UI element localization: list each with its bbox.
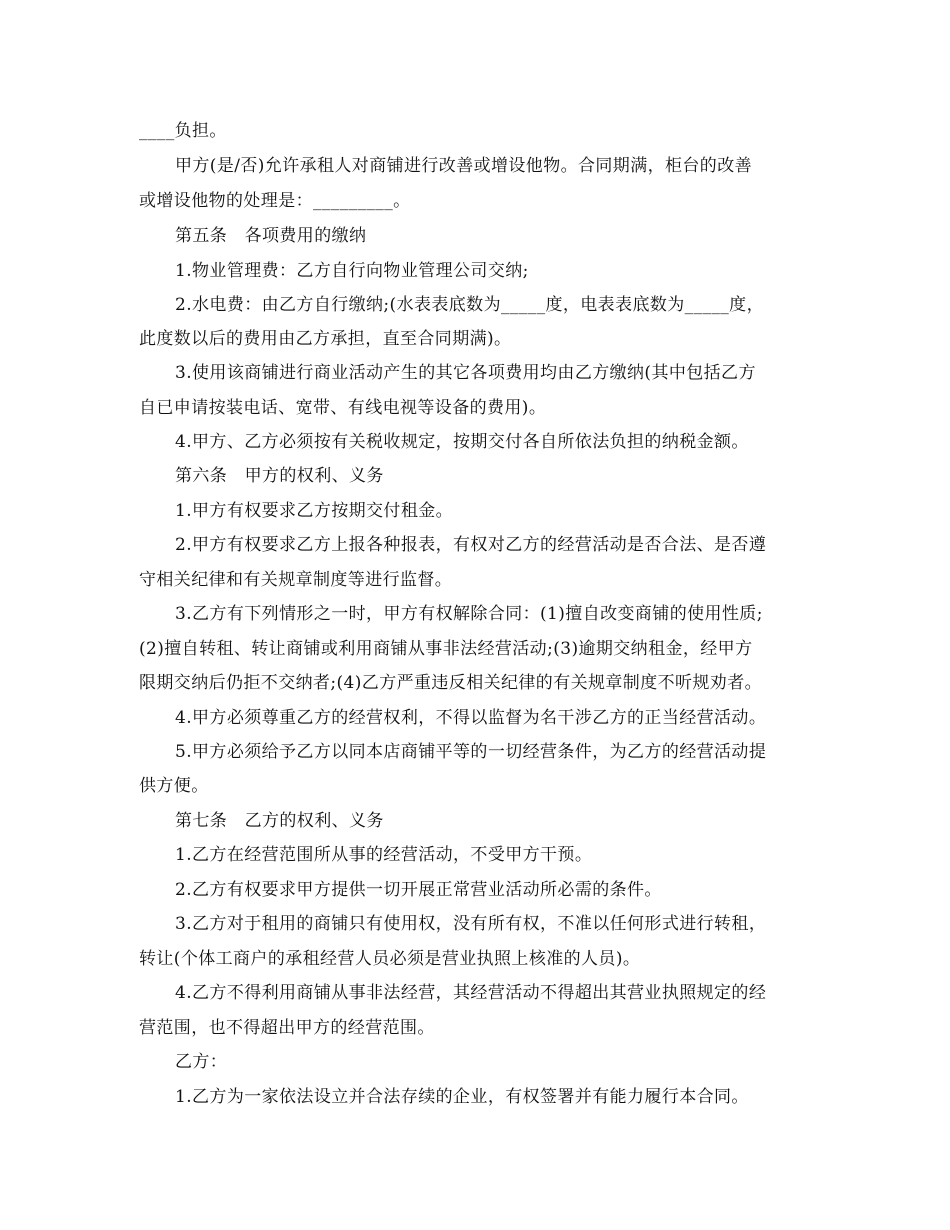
section-heading: 第七条 乙方的权利、义务 [175, 811, 384, 831]
paragraph-line: 限期交纳后仍拒不交纳者;(4)乙方严重违反相关纪律的有关规章制度不听规劝者。 [139, 673, 763, 693]
paragraph-line: 1.乙方为一家依法设立并合法存续的企业，有权签署并有能力履行本合同。 [175, 1087, 749, 1107]
section-heading: 第五条 各项费用的缴纳 [175, 226, 367, 246]
paragraph-line: 转让(个体工商户的承租经营人员必须是营业执照上核准的人员)。 [139, 949, 641, 969]
paragraph-line: 或增设他物的处理是：_________。 [139, 191, 411, 211]
paragraph-line: 1.甲方有权要求乙方按期交付租金。 [175, 501, 454, 521]
paragraph-line: 3.使用该商铺进行商业活动产生的其它各项费用均由乙方缴纳(其中包括乙方 [175, 363, 756, 383]
paragraph-line: 4.乙方不得利用商铺从事非法经营，其经营活动不得超出其营业执照规定的经 [175, 983, 767, 1003]
paragraph-line: 5.甲方必须给予乙方以同本店商铺平等的一切经营条件，为乙方的经营活动提 [175, 742, 767, 762]
paragraph-line: 2.乙方有权要求甲方提供一切开展正常营业活动所必需的条件。 [175, 880, 662, 900]
paragraph-line: 4.甲方必须尊重乙方的经营权利，不得以监督为名干涉乙方的正当经营活动。 [175, 708, 767, 728]
paragraph-line: 甲方(是/否)允许承租人对商铺进行改善或增设他物。合同期满，柜台的改善 [175, 156, 752, 176]
paragraph-line: 守相关纪律和有关规章制度等进行监督。 [139, 570, 453, 590]
paragraph-line: (2)擅自转租、转让商铺或利用商铺从事非法经营活动;(3)逾期交纳租金，经甲方 [139, 639, 753, 659]
paragraph-line: 2.水电费：由乙方自行缴纳;(水表表底数为_____度，电表表底数为_____度， [175, 295, 764, 315]
paragraph-line: ____负担。 [139, 121, 227, 141]
paragraph-line: 3.乙方对于租用的商铺只有使用权，没有所有权，不准以任何形式进行转租， [175, 914, 767, 934]
paragraph-line: 3.乙方有下列情形之一时，甲方有权解除合同：(1)擅自改变商铺的使用性质; [175, 604, 763, 624]
paragraph-line: 4.甲方、乙方必须按有关税收规定，按期交付各自所依法负担的纳税金额。 [175, 432, 749, 452]
section-heading: 乙方： [175, 1052, 228, 1072]
paragraph-line: 营范围，也不得超出甲方的经营范围。 [139, 1018, 435, 1038]
paragraph-line: 1.乙方在经营范围所从事的经营活动，不受甲方干预。 [175, 845, 593, 865]
paragraph-line: 2.甲方有权要求乙方上报各种报表，有权对乙方的经营活动是否合法、是否遵 [175, 535, 767, 555]
paragraph-line: 自已申请按装电话、宽带、有线电视等设备的费用)。 [139, 398, 547, 418]
paragraph-line: 供方便。 [139, 776, 209, 796]
section-heading: 第六条 甲方的权利、义务 [175, 466, 384, 486]
paragraph-line: 此度数以后的费用由乙方承担，直至合同期满)。 [139, 329, 512, 349]
paragraph-line: 1.物业管理费：乙方自行向物业管理公司交纳; [175, 261, 529, 281]
